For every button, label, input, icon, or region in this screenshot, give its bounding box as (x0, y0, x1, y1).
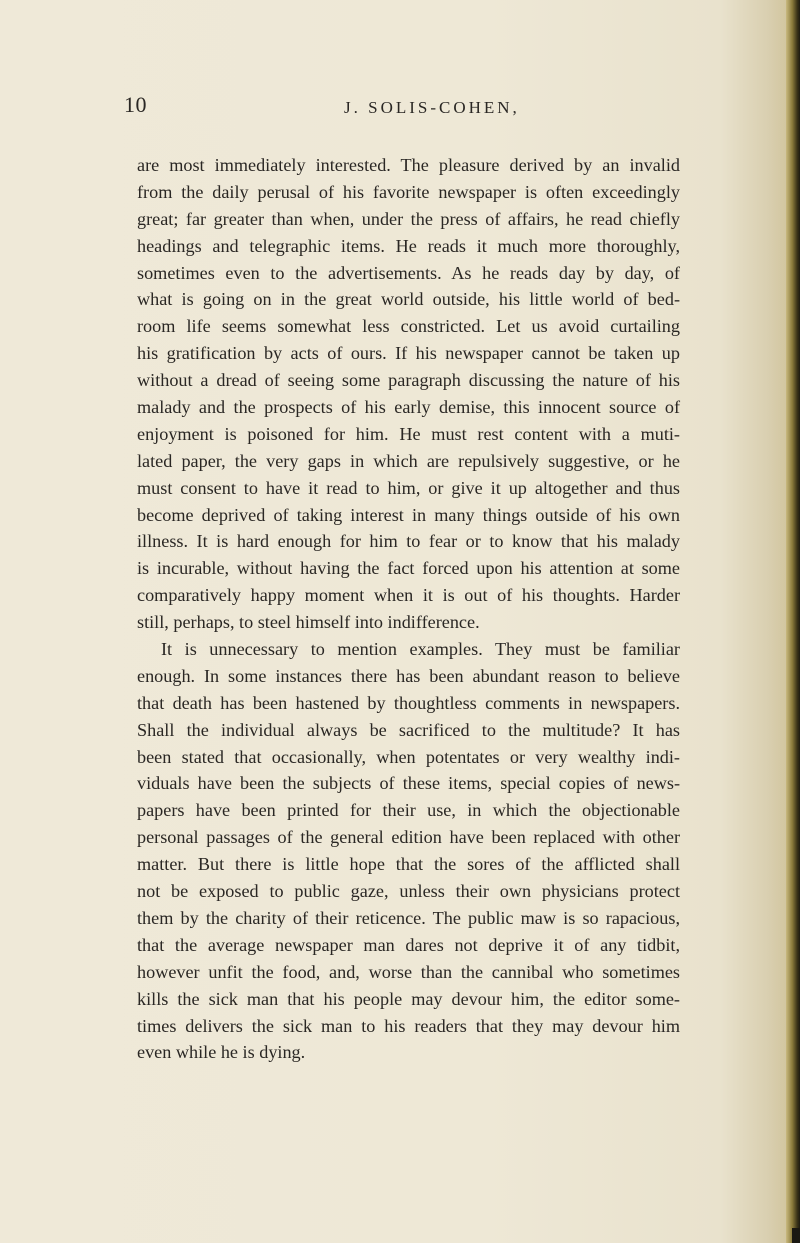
text-line: malady and the prospects of his early demise, this innocent source of (137, 397, 680, 418)
text-line: is incurable, without having the fact forced upon his attention at some (137, 558, 680, 579)
text-line: become deprived of taking interest in many things outside of his own (137, 504, 680, 525)
text-line: personal passages of the general edition have been replaced with other (137, 827, 680, 848)
text-line: his gratification by acts of ours. If his newspaper cannot be taken up (137, 343, 680, 364)
text-line: kills the sick man that his people may devour him, the editor some- (137, 988, 680, 1009)
body-text (137, 152, 680, 1066)
text-line: however unfit the food, and, worse than the cannibal who sometimes (137, 961, 680, 982)
text-line: are most immediately interested. The pleasure derived by an invalid (137, 155, 680, 175)
text-line: great; far greater than when, under the press of affairs, he read chiefly (137, 208, 680, 229)
text-line: that death has been hastened by thoughtless comments in newspapers. (137, 692, 680, 713)
text-line: matter. But there is little hope that the sores of the afflicted shall (137, 854, 680, 875)
text-line: It is unnecessary to mention examples. They must be familiar (161, 639, 680, 660)
text-line: lated paper, the very gaps in which are repulsively suggestive, or he (137, 450, 680, 471)
text-line: been stated that occasionally, when potentates or very wealthy indi- (137, 746, 680, 767)
page-edge-mark (792, 1228, 800, 1243)
text-line: enjoyment is poisoned for him. He must rest content with a muti- (137, 423, 680, 444)
text-line: times delivers the sick man to his readers that they may devour him (137, 1015, 680, 1036)
page-header (124, 92, 724, 122)
text-line: from the daily perusal of his favorite newspaper is often exceedingly (137, 181, 680, 202)
text-line: must consent to have it read to him, or give it up altogether and thus (137, 477, 680, 498)
text-line: without a dread of seeing some paragraph discussing the nature of his (137, 370, 680, 391)
text-line: even while he is dying. (137, 1042, 306, 1063)
text-line: viduals have been the subjects of these items, special copies of news- (137, 773, 680, 794)
page-edge (786, 0, 800, 1243)
text-line: not be exposed to public gaze, unless their own physicians protect (137, 881, 680, 902)
text-line: comparatively happy moment when it is out of his thoughts. Harder (137, 585, 680, 606)
text-line: papers have been printed for their use, in which the objectionable (137, 800, 680, 821)
text-line: enough. In some instances there has been abundant reason to believe (137, 665, 680, 686)
text-line: that the average newspaper man dares not deprive it of any tidbit, (137, 934, 680, 955)
running-head: J. SOLIS-COHEN, (344, 98, 520, 117)
text-line: what is going on in the great world outside, his little world of bed- (137, 289, 680, 310)
text-line: illness. It is hard enough for him to fear or to know that his malady (137, 531, 680, 552)
text-line: headings and telegraphic items. He reads it much more thoroughly, (137, 235, 680, 256)
text-line: sometimes even to the advertisements. As he reads day by day, of (137, 262, 680, 283)
text-line: still, perhaps, to steel himself into indifference. (137, 612, 480, 633)
text-line: room life seems somewhat less constricted. Let us avoid curtailing (137, 316, 680, 337)
text-line: Shall the individual always be sacrificed to the multitude? It has (137, 719, 680, 740)
text-line: them by the charity of their reticence. The public maw is so rapacious, (137, 907, 680, 928)
page-number: 10 (124, 92, 147, 117)
